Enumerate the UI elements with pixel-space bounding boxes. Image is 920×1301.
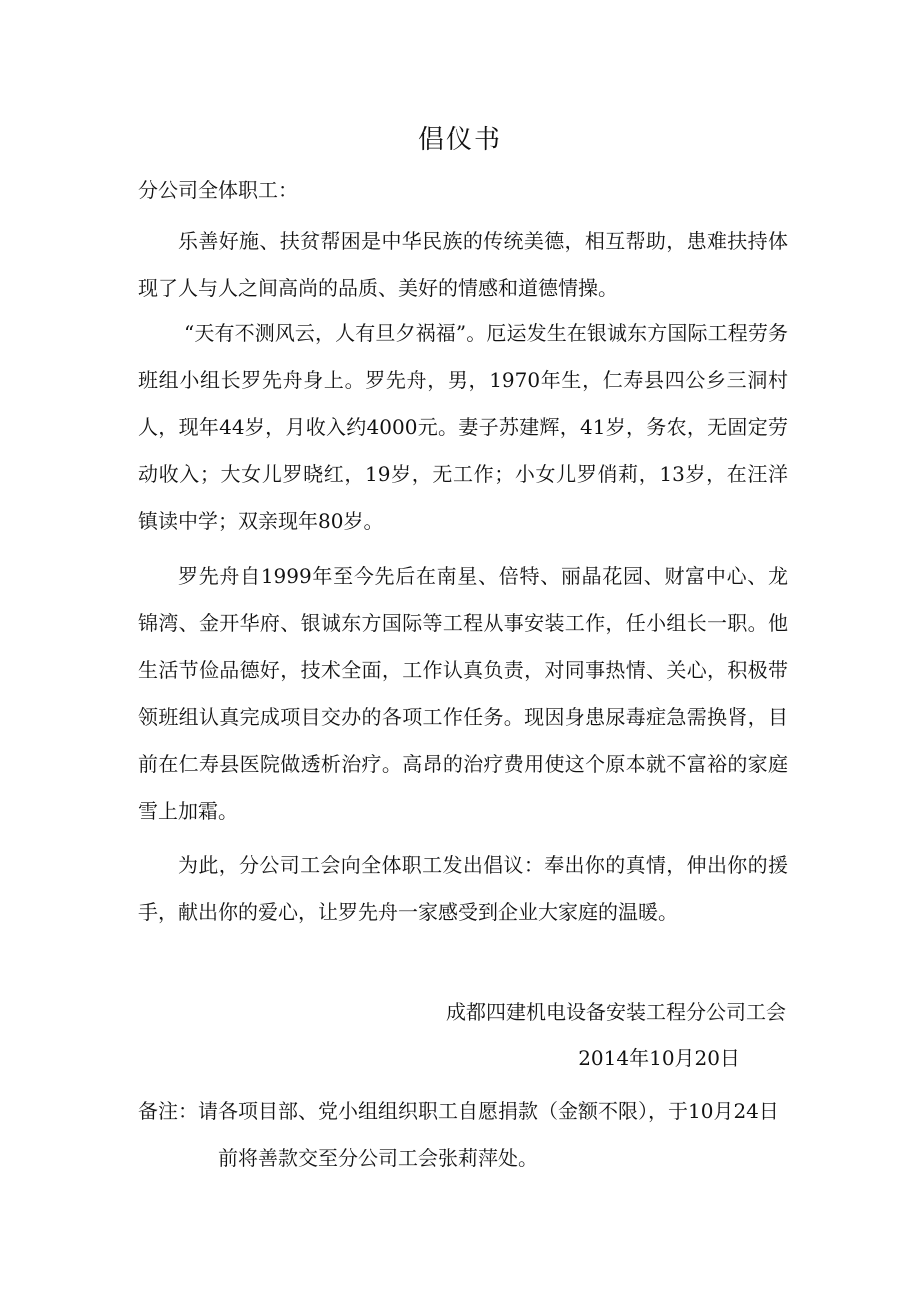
note-line-1: 备注：请各项目部、党小组组织职工自愿捐款（金额不限），于10月24日: [138, 1099, 779, 1123]
paragraph-2: “天有不测风云，人有旦夕祸福”。厄运发生在银诚东方国际工程劳务班组小组长罗先舟身上。罗先舟，男，1970年生，仁寿县四公乡三洞村人，现年44岁，月收入约4000元。妻子苏建辉，41岁，务农，无固定劳动收入；大女儿罗晓红，19岁，无工作；小女儿罗俏莉，13岁，在汪洋镇读中学；双亲现年80岁。: [138, 321, 788, 533]
paragraph-3: 罗先舟自1999年至今先后在南星、倍特、丽晶花园、财富中心、龙锦湾、金开华府、银诚东方国际等工程从事安装工作，任小组长一职。他生活节俭品德好，技术全面，工作认真负责，对同事热情、关心，积极带领班组认真完成项目交办的各项工作任务。现因身患尿毒症急需换肾，目前在仁寿县医院做透析治疗。高昂的治疗费用使这个原本就不富裕的家庭雪上加霜。: [138, 564, 788, 823]
salutation: 分公司全体职工：: [138, 178, 298, 202]
paragraph-1: 乐善好施、扶贫帮困是中华民族的传统美德，相互帮助，患难扶持体现了人与人之间高尚的品质、美好的情感和道德情操。: [138, 229, 788, 300]
document-title: 倡仪书: [417, 125, 502, 155]
signature-date: 2014年10月20日: [578, 1046, 740, 1070]
signature-organization: 成都四建机电设备安装工程分公司工会: [446, 1000, 786, 1024]
note-line-2: 前将善款交至分公司工会张莉萍处。: [218, 1146, 538, 1170]
paragraph-4: 为此，分公司工会向全体职工发出倡议：奉出你的真情，伸出你的援手，献出你的爱心，让罗先舟一家感受到企业大家庭的温暖。: [138, 853, 788, 924]
